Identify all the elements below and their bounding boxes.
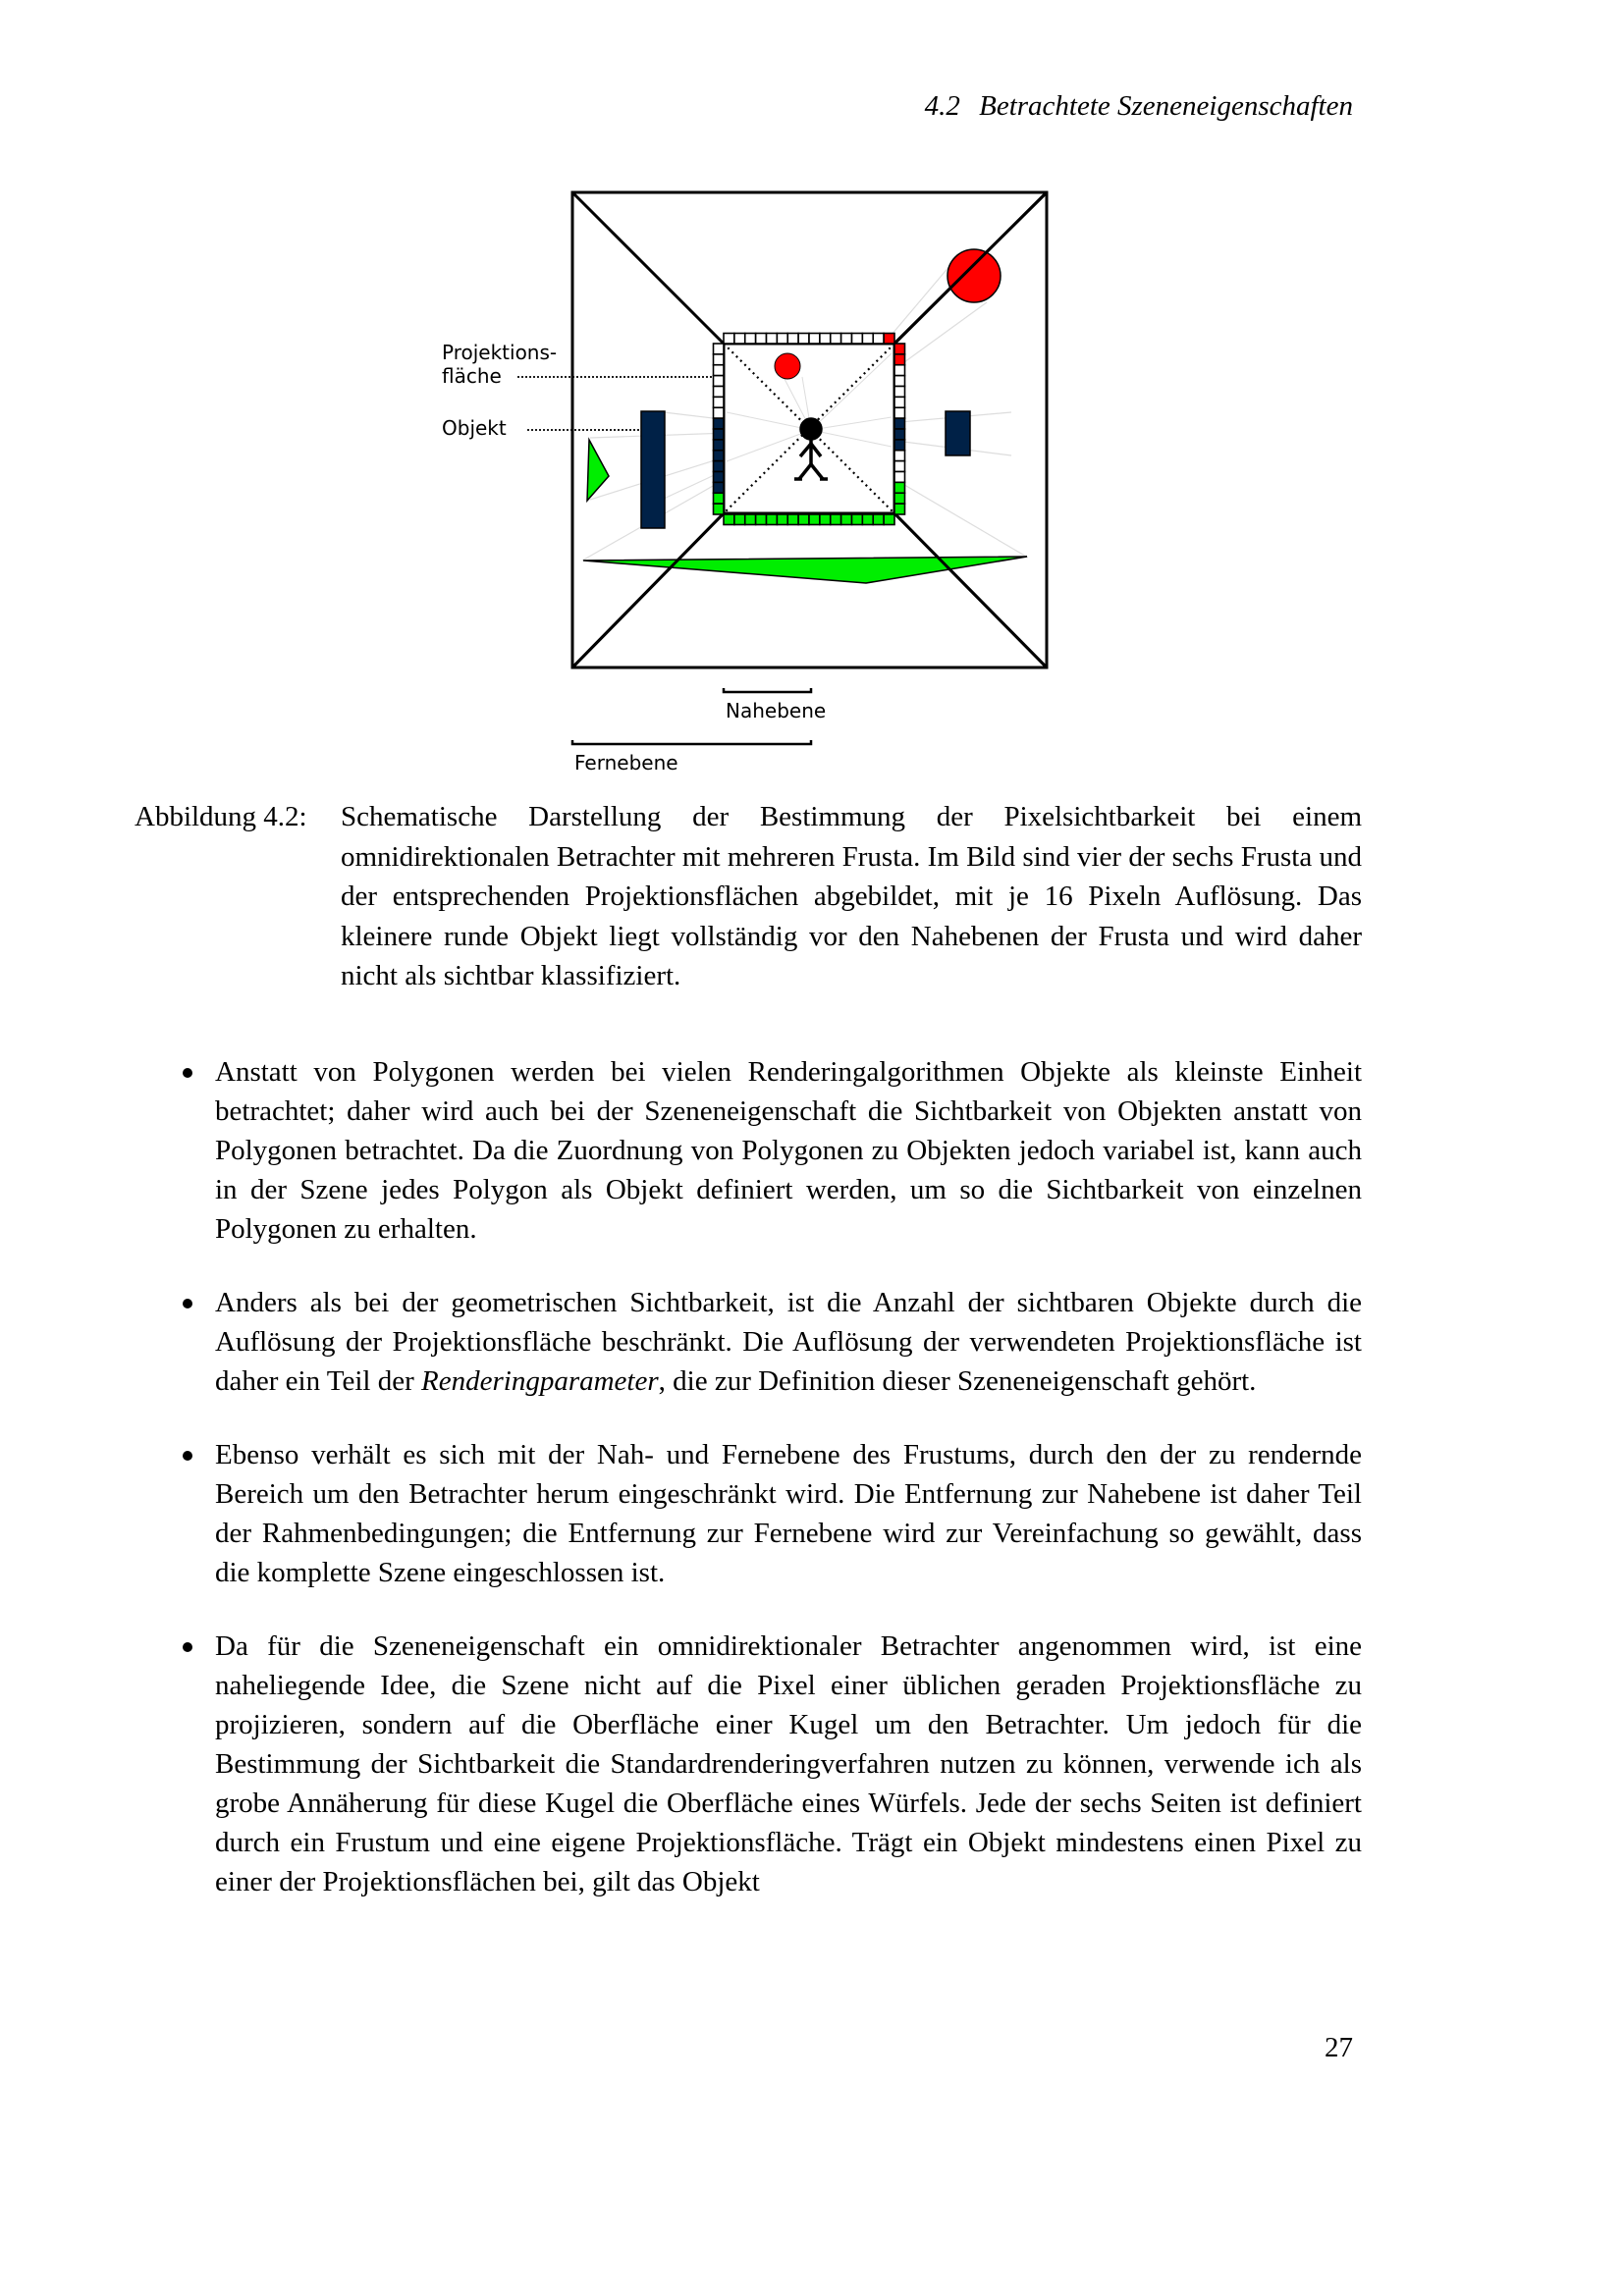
pixel-cell (884, 514, 894, 525)
pixel-row-top (724, 334, 894, 345)
pixel-cell (831, 334, 841, 345)
bullet-text: Ebenso verhält es sich mit der Nah- und Fernebene des Frustums, durch den der zu rendernde Bereich um den Betrachter herum eingeschränkt wird. Die Entfernung zur Nahebene ist daher Teil der Rahmenbedingungen; die Entfernung zur Fernebene wird zur Vereinfachung so gewählt, dass die komplette Szene eingeschlossen ist. (215, 1439, 1362, 1588)
pixel-cell (714, 451, 725, 461)
pixel-cell (777, 514, 787, 525)
bullet-icon (183, 1642, 192, 1652)
bullet-item (179, 1052, 1362, 1249)
pixel-cell (798, 514, 809, 525)
pixel-cell (894, 387, 905, 398)
pixel-cell (724, 514, 734, 525)
pixel-cell (884, 334, 894, 345)
pixel-cell (714, 482, 725, 493)
pixel-cell (894, 482, 905, 493)
pixel-cell (756, 334, 767, 345)
pixel-cell (714, 376, 725, 387)
pixel-cell (714, 387, 725, 398)
pixel-cell (894, 429, 905, 440)
pixel-column-left (714, 344, 725, 514)
pixel-cell (714, 461, 725, 472)
navy-rect-right (946, 411, 970, 455)
caption-label: Abbildung 4.2: (135, 801, 307, 832)
bullet-item (179, 1435, 1362, 1592)
pixel-cell (714, 407, 725, 418)
far-plane-label: Fernebene (574, 751, 678, 774)
navy-rect-left (641, 411, 665, 528)
small-red-sphere (775, 353, 800, 379)
pixel-cell (862, 514, 873, 525)
section-title: Betrachtete Szeneneigenschaften (979, 90, 1353, 122)
pixel-cell (714, 429, 725, 440)
projection-surface-label-line1: Projektions- (442, 341, 558, 364)
bullet-text-before: Anders als bei der geometrischen Sichtbarkeit, ist die Anzahl der sichtbaren Objekte durch die Auflösung der Projektionsfläche beschränkt. Die Auflösung der verwendeten Projektionsfläche ist daher ein Teil der (215, 1287, 1362, 1397)
pixel-cell (841, 334, 852, 345)
pixel-row-bottom (724, 514, 894, 525)
bullet-icon (183, 1451, 192, 1461)
pixel-cell (734, 514, 745, 525)
pixel-cell (831, 514, 841, 525)
far-plane-bracket (572, 740, 811, 744)
figure-caption (135, 797, 1362, 996)
bullet-emphasis: Renderingparameter (421, 1365, 659, 1397)
pixel-cell (873, 514, 884, 525)
pixel-cell (894, 493, 905, 504)
pixel-cell (787, 334, 798, 345)
bullet-item (179, 1627, 1362, 1901)
pixel-cell (714, 493, 725, 504)
pixel-cell (745, 334, 756, 345)
pixel-cell (809, 514, 820, 525)
page-number: 27 (1325, 2032, 1353, 2063)
bullet-list (179, 1052, 1362, 1936)
green-triangle (587, 440, 609, 501)
pixel-cell (787, 514, 798, 525)
pixel-cell (820, 514, 831, 525)
pixel-cell (894, 472, 905, 483)
pixel-cell (873, 334, 884, 345)
projection-surface-label-line2: fläche (442, 364, 502, 388)
projection-surface-label (442, 341, 557, 388)
bullet-icon (183, 1068, 192, 1078)
pixel-cell (852, 514, 863, 525)
pixel-cell (894, 407, 905, 418)
bullet-text: Anstatt von Polygonen werden bei vielen Renderingalgorithmen Objekte als kleinste Einheit betrachtet; daher wird auch bei der Szeneneigenschaft die Sichtbarkeit von Objekten anstatt von Polygonen betrachtet. Da die Zuordnung von Polygonen zu Objekten jedoch variabel ist, kann auch in der Szene jedes Polygon als Objekt definiert werden, um so die Sichtbarkeit von einzelnen Polygonen zu erhalten. (215, 1056, 1362, 1245)
frusta-diagram-svg (0, 0, 1624, 785)
pixel-cell (714, 418, 725, 429)
pixel-cell (714, 365, 725, 376)
pixel-cell (734, 334, 745, 345)
figure-frusta-diagram (0, 0, 1624, 785)
pixel-cell (809, 334, 820, 345)
pixel-cell (820, 334, 831, 345)
bullet-icon (183, 1299, 192, 1308)
pixel-cell (767, 334, 778, 345)
pixel-cell (894, 397, 905, 407)
bullet-text: Da für die Szeneneigenschaft ein omnidirektionaler Betrachter angenommen wird, ist eine naheliegende Idee, die Szene nicht auf die Pixel einer üblichen geraden Projektionsfläche zu projizieren, sondern auf die Oberfläche einer Kugel um den Betrachter. Um jedoch für die Bestimmung der Sichtbarkeit die Standardrenderingverfahren nutzen zu können, verwende ich als grobe Annäherung für diese Kugel die Oberfläche eines Würfels. Jede der sechs Seiten ist definiert durch ein Frustum und eine eigene Projektionsfläche. Trägt ein Objekt mindestens einen Pixel zu einer der Projektionsflächen bei, gilt das Objekt (215, 1630, 1362, 1897)
pixel-cell (714, 354, 725, 365)
pixel-cell (894, 504, 905, 514)
pixel-cell (714, 440, 725, 451)
pixel-cell (714, 504, 725, 514)
near-plane-label: Nahebene (726, 699, 827, 722)
pixel-cell (894, 418, 905, 429)
pixel-cell (894, 376, 905, 387)
bullet-text-after: , die zur Definition dieser Szeneneigenschaft gehört. (658, 1365, 1257, 1397)
pixel-cell (714, 397, 725, 407)
pixel-cell (894, 344, 905, 354)
large-red-sphere (947, 249, 1001, 302)
pixel-cell (745, 514, 756, 525)
pixel-cell (714, 472, 725, 483)
pixel-cell (777, 334, 787, 345)
pixel-cell (862, 334, 873, 345)
pixel-cell (894, 354, 905, 365)
pixel-cell (852, 334, 863, 345)
section-number: 4.2 (924, 90, 960, 122)
caption-text: Schematische Darstellung der Bestimmung der Pixelsichtbarkeit bei einem omnidirektionalen Betrachter mit mehreren Frusta. Im Bild sind vier der sechs Frusta und der entsprechenden Projektionsflächen abgebildet, mit je 16 Pixeln Auflösung. Das kleinere runde Objekt liegt vollständig vor den Nahebenen der Frusta und wird daher nicht als sichtbar klassifiziert. (341, 801, 1362, 991)
near-plane-bracket (724, 688, 811, 692)
pixel-cell (756, 514, 767, 525)
pixel-cell (894, 365, 905, 376)
pixel-cell (767, 514, 778, 525)
pixel-cell (714, 344, 725, 354)
bullet-item (179, 1283, 1362, 1401)
pixel-cell (894, 440, 905, 451)
pixel-cell (894, 451, 905, 461)
pixel-cell (724, 334, 734, 345)
pixel-column-right (894, 344, 905, 514)
object-label: Objekt (442, 416, 507, 440)
pixel-cell (894, 461, 905, 472)
pixel-cell (798, 334, 809, 345)
pixel-cell (841, 514, 852, 525)
